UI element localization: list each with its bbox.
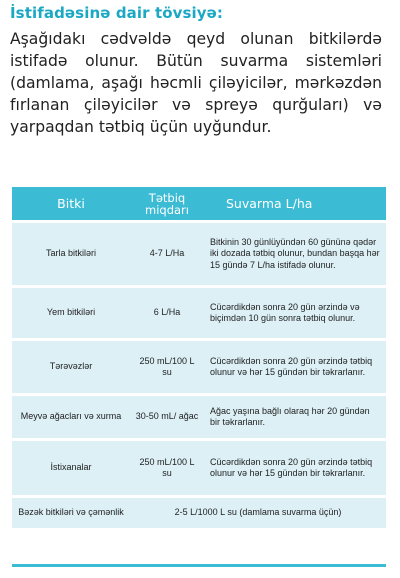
- cell-irrigation: Bitkinin 30 günlüyündən 60 gününə qədər iki dozada tətbiq olunur, bundan başqa hər 15 gündə 7 L/ha istifadə olunur.: [204, 223, 386, 285]
- cell-plant: Tərəvəzlər: [12, 341, 130, 393]
- cell-plant: Tarla bitkiləri: [12, 223, 130, 285]
- table-row: [12, 396, 386, 438]
- section-heading: İstifadəsinə dair tövsiyə:: [10, 4, 224, 22]
- cell-irrigation: Ağac yaşına bağlı olaraq hər 20 gündən bir təkrarlanır.: [204, 396, 386, 438]
- recommendation-table: [12, 184, 386, 531]
- table-row: [12, 223, 386, 285]
- cell-plant: Bəzək bitkiləri və çəmənlik: [12, 498, 130, 528]
- usage-paragraph: Aşağıdakı cədvəldə qeyd olunan bitkilərdə istifadə olunur. Bütün suvarma sistemləri (damlama, aşağı həcmli çiləyicilər, mərkəzdən fırlanan çiləyicilər və spreyə qurğuları) və yarpaqdan tətbiq üçün uyğundur.: [10, 30, 382, 136]
- table-row: [12, 498, 386, 528]
- header-plant: Bitki: [12, 187, 130, 220]
- cell-amount: 6 L/Ha: [130, 288, 204, 338]
- cell-irrigation: Cücərdikdən sonra 20 gün ərzində tətbiq olunur və hər 15 gündən bir təkrarlanır.: [204, 341, 386, 393]
- table-bottom-rule: [12, 564, 386, 567]
- header-amount: Tətbiq miqdarı: [130, 187, 204, 220]
- table-row: [12, 341, 386, 393]
- header-irrigation: Suvarma L/ha: [204, 187, 386, 220]
- table-row: [12, 288, 386, 338]
- cell-plant: Yem bitkiləri: [12, 288, 130, 338]
- cell-amount: 250 mL/100 L su: [130, 341, 204, 393]
- recommendation-table-container: [12, 184, 386, 568]
- cell-combined: 2-5 L/1000 L su (damlama suvarma üçün): [130, 498, 386, 528]
- cell-irrigation: Cücərdikdən sonra 20 gün ərzində tətbiq olunur və hər 15 gündən bir təkrarlanır.: [204, 441, 386, 495]
- cell-amount: 30-50 mL/ ağac: [130, 396, 204, 438]
- cell-plant: İstixanalar: [12, 441, 130, 495]
- cell-plant: Meyvə ağacları və xurma: [12, 396, 130, 438]
- table-header-row: [12, 187, 386, 220]
- cell-irrigation: Cücərdikdən sonra 20 gün ərzində və biçimdən 10 gün sonra tətbiq olunur.: [204, 288, 386, 338]
- cell-amount: 250 mL/100 L su: [130, 441, 204, 495]
- table-row: [12, 441, 386, 495]
- cell-amount: 4-7 L/Ha: [130, 223, 204, 285]
